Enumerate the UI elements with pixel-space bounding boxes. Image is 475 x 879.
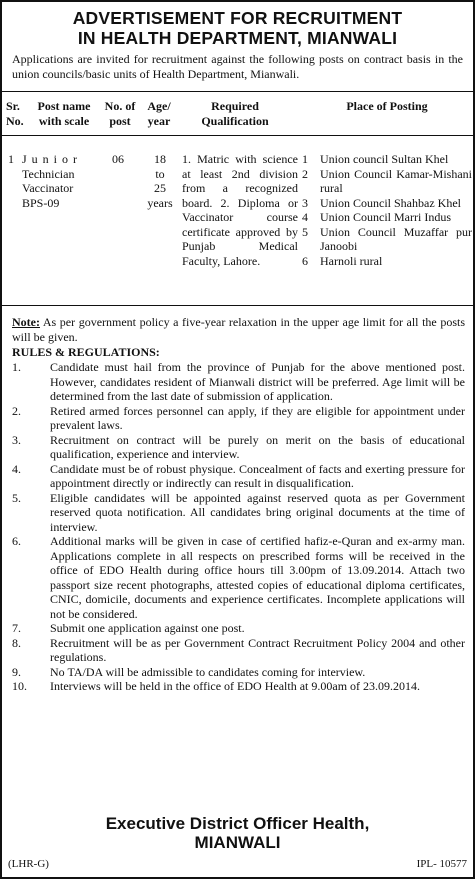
footer-line-2: MIANWALI bbox=[194, 833, 281, 852]
heading-line-2: IN HEALTH DEPARTMENT, MIANWALI bbox=[77, 28, 398, 48]
intro-paragraph: Applications are invited for recruitment against the following posts on contract basis in the union councils/basic units of Health Department, Mianwali. bbox=[12, 52, 463, 81]
row-postings bbox=[302, 152, 472, 268]
heading-line-1: ADVERTISEMENT FOR RECRUITMENT bbox=[72, 8, 403, 28]
rule-item: 9. No TA/DA will be admissible to candidates coming for interview. bbox=[12, 664, 366, 679]
rule-item: 4. Candidate must be of robust physique. Concealment of facts and exerting pressure for appointment directly or indirectly can result in disqualification. bbox=[12, 461, 465, 490]
footer-line-1: Executive District Officer Health, bbox=[105, 814, 370, 833]
row-age bbox=[142, 152, 178, 210]
posting-item: 3 Union Council Shahbaz Khel bbox=[302, 195, 461, 210]
posting-item: 6 Harnoli rural bbox=[302, 253, 383, 268]
header-post-name: Post name with scale bbox=[37, 99, 91, 128]
post-line: Technician bbox=[22, 166, 75, 181]
row-sr: 1 bbox=[8, 152, 14, 166]
note-text: As per government policy a five-year relaxation in the upper age limit for all the posts will be given. bbox=[12, 315, 465, 344]
rule-item: 2. Retired armed forces personnel can apply, if they are eligible for appointment under prevalent laws. bbox=[12, 403, 465, 432]
note bbox=[12, 315, 465, 344]
rule-item: 8. Recruitment will be as per Government Contract Recruitment Policy 2004 and other regulations. bbox=[12, 635, 465, 664]
rule-item: 7. Submit one application against one post. bbox=[12, 621, 245, 635]
posting-item: 4 Union Council Marri Indus bbox=[302, 210, 451, 224]
posting-item: 5 Union Council Muzaffar pur Janoobi bbox=[302, 224, 472, 253]
rule-item: 3. Recruitment on contract will be purely on merit on the basis of educational qualification, experience and interview. bbox=[12, 432, 465, 461]
row-no-of-post: 06 bbox=[112, 152, 124, 166]
rule-item: 5. Eligible candidates will be appointed against reserved quota as per Government reserved quota notification. All candidates bring original documents at the time of interview. bbox=[12, 490, 465, 534]
header-sr: Sr. No. bbox=[6, 99, 24, 128]
code-left: (LHR-G) bbox=[8, 857, 49, 870]
rule-item: 6. Additional marks will be given in case of certified hafiz-e-Quran and ex-army man. Applications complete in all respects on prescribed forms will be received in the office of EDO Health during office hours till 3.00pm of 13.09.2014. Attach two passport size recent photographs, attested copies of educational diploma certificates, CNIC, domicile, documents and experience certificates. Incomplete applications will not be considered. bbox=[12, 534, 465, 621]
heading bbox=[2, 8, 473, 48]
posting-item: 2 Union Council Kamar-Mishani rural bbox=[302, 166, 472, 195]
code-right: IPL- 10577 bbox=[416, 857, 467, 870]
age-line: 25 bbox=[154, 181, 166, 195]
row-post-name bbox=[22, 152, 102, 210]
rules-list bbox=[12, 360, 465, 694]
post-line: Vaccinator bbox=[22, 181, 74, 195]
row-qualification: 1. Matric with science at least 2nd division from a recognized board. 2. Diploma or Vaccinator course certificate approved by Punjab Medical Faculty, Lahore. bbox=[182, 152, 298, 268]
divider-top bbox=[2, 91, 473, 92]
age-line: years bbox=[147, 195, 173, 210]
ad-codes bbox=[8, 857, 467, 871]
footer-signature bbox=[2, 814, 473, 852]
divider-header bbox=[2, 135, 473, 136]
rule-item: 10. Interviews will be held in the office of EDO Health at 9.00am of 23.09.2014. bbox=[12, 679, 421, 693]
header-no-of-post: No. of post bbox=[104, 99, 136, 128]
rules-title: RULES & REGULATIONS: bbox=[12, 345, 160, 359]
rule-item: 1. Candidate must hail from the province of Punjab for the above mentioned post. However, candidates resident of Mianwali district will be preferred. Age limit will be determined from the last date of submission of application. bbox=[12, 360, 465, 403]
header-place-of-posting: Place of Posting bbox=[346, 99, 428, 113]
age-line: 18 bbox=[154, 152, 166, 166]
age-line: to bbox=[155, 166, 165, 181]
header-age: Age/ year bbox=[147, 99, 171, 128]
posting-item: 1 Union council Sultan Khel bbox=[302, 152, 449, 166]
header-qualification: Required Qualification bbox=[201, 99, 269, 128]
divider-table-bottom bbox=[2, 305, 473, 306]
note-label: Note: bbox=[12, 315, 40, 329]
post-line: J u n i o r bbox=[22, 152, 78, 166]
post-line: BPS-09 bbox=[22, 195, 60, 210]
